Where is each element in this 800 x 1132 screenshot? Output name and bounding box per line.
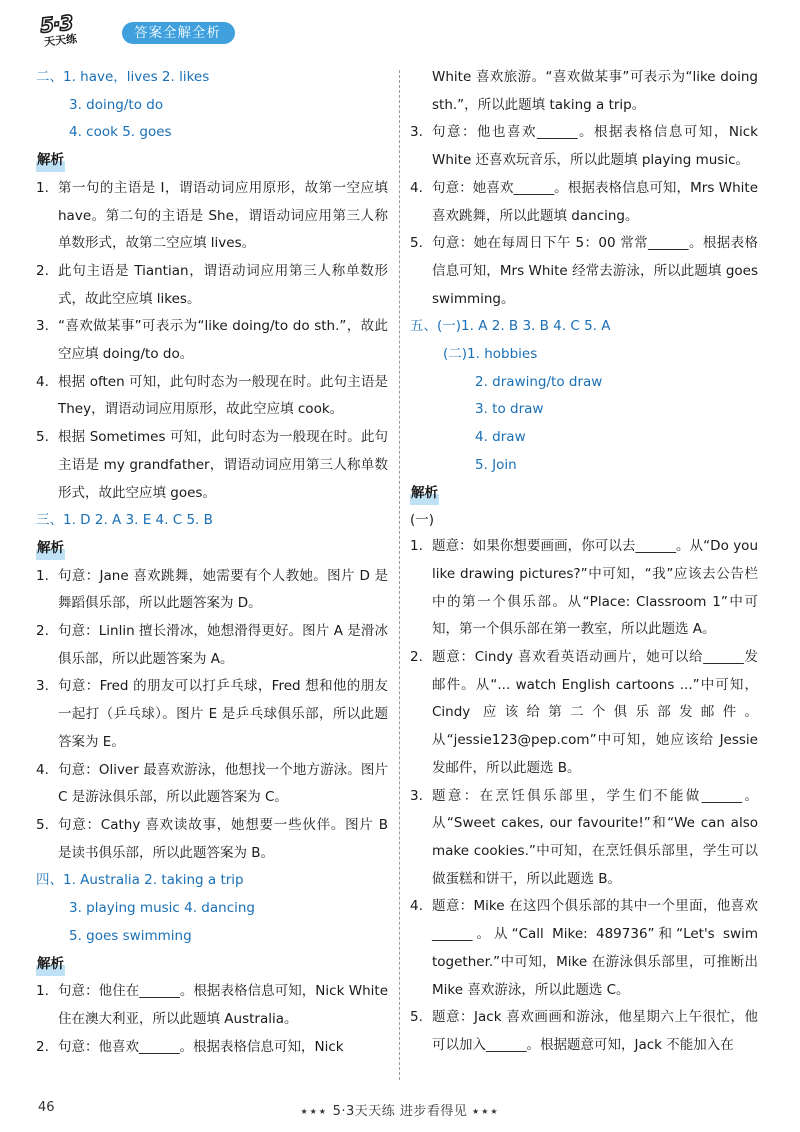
item-number: 1. — [36, 179, 49, 196]
page-header — [38, 10, 235, 50]
answer-line: 5. Join — [475, 456, 517, 473]
section-banner: 答案全解全析 — [122, 22, 235, 44]
logo-main: 5·3 — [38, 10, 74, 38]
item-number-spacer — [410, 64, 432, 119]
item-number: 2. — [410, 649, 423, 666]
item-number: 2. — [36, 1038, 49, 1055]
answer-line: 4. draw — [475, 429, 526, 446]
section-4 — [36, 867, 388, 1061]
item-text: “喜欢做某事”可表示为“like doing/to do sth.”，故此空应填 doing/to do。 — [58, 318, 388, 363]
item-text: 句意：他喜欢______。根据表格信息可知，Nick — [58, 1038, 344, 1055]
analysis-item — [36, 424, 388, 507]
item-number: 5. — [36, 429, 49, 446]
item-number: 3. — [410, 124, 423, 141]
brand-logo — [38, 10, 94, 52]
item-number: 4. — [36, 761, 49, 778]
logo-sub: 天天练 — [43, 32, 78, 49]
item-text: 根据 often 可知，此句时态为一般现在时。此句主语是 They，谓语动词应用原形，故此空应填 cook。 — [58, 373, 388, 418]
item-text: 句意：Fred 的朋友可以打乒乓球，Fred 想和他的朋友一起打（乒乓球）。图片 E 是乒乓球俱乐部，所以此题答案为 E。 — [58, 678, 388, 750]
analysis-item — [36, 618, 388, 673]
item-text: 题意：Jack 喜欢画画和游泳，他星期六上午很忙，他可以加入______。根据题意可知，Jack 不能加入在 — [432, 1009, 758, 1053]
section-4-continued — [410, 64, 758, 313]
slogan-text: 5·3天天练 进步看得见 — [332, 1104, 468, 1119]
answer-line: 5. goes swimming — [69, 927, 192, 944]
analysis-item — [410, 783, 758, 894]
analysis-item — [36, 812, 388, 867]
analysis-item — [36, 175, 388, 258]
item-text: 题意：Cindy 喜欢看英语动画片，她可以给______发邮件。从“... watch English cartoons ...”中可知，Cindy 应该给第二个俱乐部发邮件。从“jessie123@pep.com”中可知，她应该给 Jessie 发邮件，所以此题选 B。 — [432, 649, 758, 776]
analysis-item — [410, 893, 758, 1004]
answer-line: 3. doing/to do — [69, 96, 164, 113]
answer-line: (二)1. hobbies — [443, 346, 538, 363]
item-text: 题意：Mike 在这四个俱乐部的其中一个里面，他喜欢______。从“Call Mike: 489736”和“Let's swim together.”中可知，Mike 在游泳俱乐部里，可推断出 Mike 喜欢游泳，所以此题选 C。 — [432, 898, 758, 998]
item-number: 5. — [410, 235, 423, 252]
analysis-item — [36, 1034, 388, 1062]
right-column — [410, 64, 758, 1060]
analysis-item — [36, 313, 388, 368]
analysis-item — [36, 563, 388, 618]
item-number: 4. — [410, 179, 423, 196]
page-footer — [0, 1098, 800, 1124]
left-column — [36, 64, 388, 1061]
item-text: 句意：Jane 喜欢跳舞，她需要有个人教她。图片 D 是舞蹈俱乐部，所以此题答案为 D。 — [58, 567, 388, 612]
answer-line: 4. cook 5. goes — [69, 124, 172, 141]
analysis-title: 解析 — [410, 481, 439, 505]
footer-slogan — [0, 1100, 800, 1119]
section-3 — [36, 507, 388, 867]
item-text: 句意：她喜欢______。根据表格信息可知，Mrs White 喜欢跳舞，所以此题填 dancing。 — [432, 179, 758, 224]
analysis-item — [36, 673, 388, 756]
item-number: 2. — [36, 262, 49, 279]
item-number: 3. — [410, 787, 423, 804]
analysis-item — [410, 533, 758, 644]
analysis-item — [36, 258, 388, 313]
column-divider — [399, 70, 400, 1080]
section-2 — [36, 64, 388, 507]
item-number: 1. — [410, 538, 423, 555]
answer-line: 2. drawing/to draw — [475, 373, 603, 390]
analysis-item — [36, 978, 388, 1033]
item-text: 根据 Sometimes 可知，此句时态为一般现在时。此句主语是 my grandfather，谓语动词应用第三人称单数形式，故此空应填 goes。 — [58, 429, 388, 501]
section-5 — [410, 313, 758, 1059]
analysis-item — [410, 644, 758, 783]
answer-line: 五、(一)1. A 2. B 3. B 4. C 5. A — [410, 318, 611, 335]
analysis-title: 解析 — [36, 148, 65, 172]
analysis-title: 解析 — [36, 536, 65, 560]
analysis-item-continued — [410, 64, 758, 119]
stars-right: ★★★ — [472, 1107, 500, 1116]
item-text: White 喜欢旅游。“喜欢做某事”可表示为“like doing sth.”，所以此题填 taking a trip。 — [432, 69, 758, 113]
item-text: 句意：她在每周日下午 5：00 常常______。根据表格信息可知，Mrs White 经常去游泳，所以此题填 goes swimming。 — [432, 235, 758, 307]
item-number: 4. — [36, 373, 49, 390]
item-text: 句意：Oliver 最喜欢游泳，他想找一个地方游泳。图片 C 是游泳俱乐部，所以此题答案为 C。 — [58, 761, 388, 806]
answer-line: 3. to draw — [475, 401, 544, 418]
item-number: 5. — [410, 1009, 423, 1026]
analysis-item — [410, 1004, 758, 1059]
analysis-item — [36, 369, 388, 424]
item-text: 句意：他也喜欢______。根据表格信息可知，Nick White 还喜欢玩音乐，所以此题填 playing music。 — [432, 124, 758, 169]
item-number: 4. — [410, 898, 423, 915]
item-number: 1. — [36, 567, 49, 584]
analysis-item — [410, 175, 758, 230]
answer-line: 三、1. D 2. A 3. E 4. C 5. B — [36, 512, 213, 529]
item-number: 3. — [36, 318, 49, 335]
analysis-item — [410, 119, 758, 174]
item-text: 句意：Linlin 擅长滑冰，她想滑得更好。图片 A 是滑冰俱乐部，所以此题答案为 A。 — [58, 623, 388, 667]
item-text: 此句主语是 Tiantian，谓语动词应用第三人称单数形式，故此空应填 likes。 — [58, 262, 388, 307]
item-number: 2. — [36, 623, 49, 640]
analysis-item — [36, 757, 388, 812]
item-number: 1. — [36, 983, 49, 1000]
answer-line: 四、1. Australia 2. taking a trip — [36, 872, 244, 889]
answer-line: 二、1. have，lives 2. likes — [36, 69, 210, 85]
analysis-title: 解析 — [36, 952, 65, 976]
analysis-item — [410, 230, 758, 313]
item-text: 句意：Cathy 喜欢读故事，她想要一些伙伴。图片 B 是读书俱乐部，所以此题答案为 B。 — [58, 816, 388, 861]
item-number: 3. — [36, 678, 49, 695]
stars-left: ★★★ — [300, 1107, 328, 1116]
item-text: 第一句的主语是 I，谓语动词应用原形，故第一空应填 have。第二句的主语是 She，谓语动词应用第三人称单数形式，故第二空应填 lives。 — [58, 179, 388, 252]
item-text: 题意：在烹饪俱乐部里，学生们不能做______。从“Sweet cakes, our favourite!”和“We can also make cookies.”中可知，在烹饪俱乐部里，学生可以做蛋糕和饼干，所以此题选 B。 — [432, 787, 758, 887]
answer-line: 3. playing music 4. dancing — [69, 900, 255, 917]
item-text: 句意：他住在______。根据表格信息可知，Nick White 住在澳大利亚，所以此题填 Australia。 — [58, 983, 388, 1027]
page-number: 46 — [38, 1100, 55, 1115]
part-label: (一) — [410, 512, 435, 529]
item-number: 5. — [36, 816, 49, 833]
item-text: 题意：如果你想要画画，你可以去______。从“Do you like drawing pictures?”中可知，“我”应该去公告栏中的第一个俱乐部。从“Place: Classroom 1”中可知，第一个俱乐部在第一教室，所以此题选 A。 — [432, 538, 758, 638]
